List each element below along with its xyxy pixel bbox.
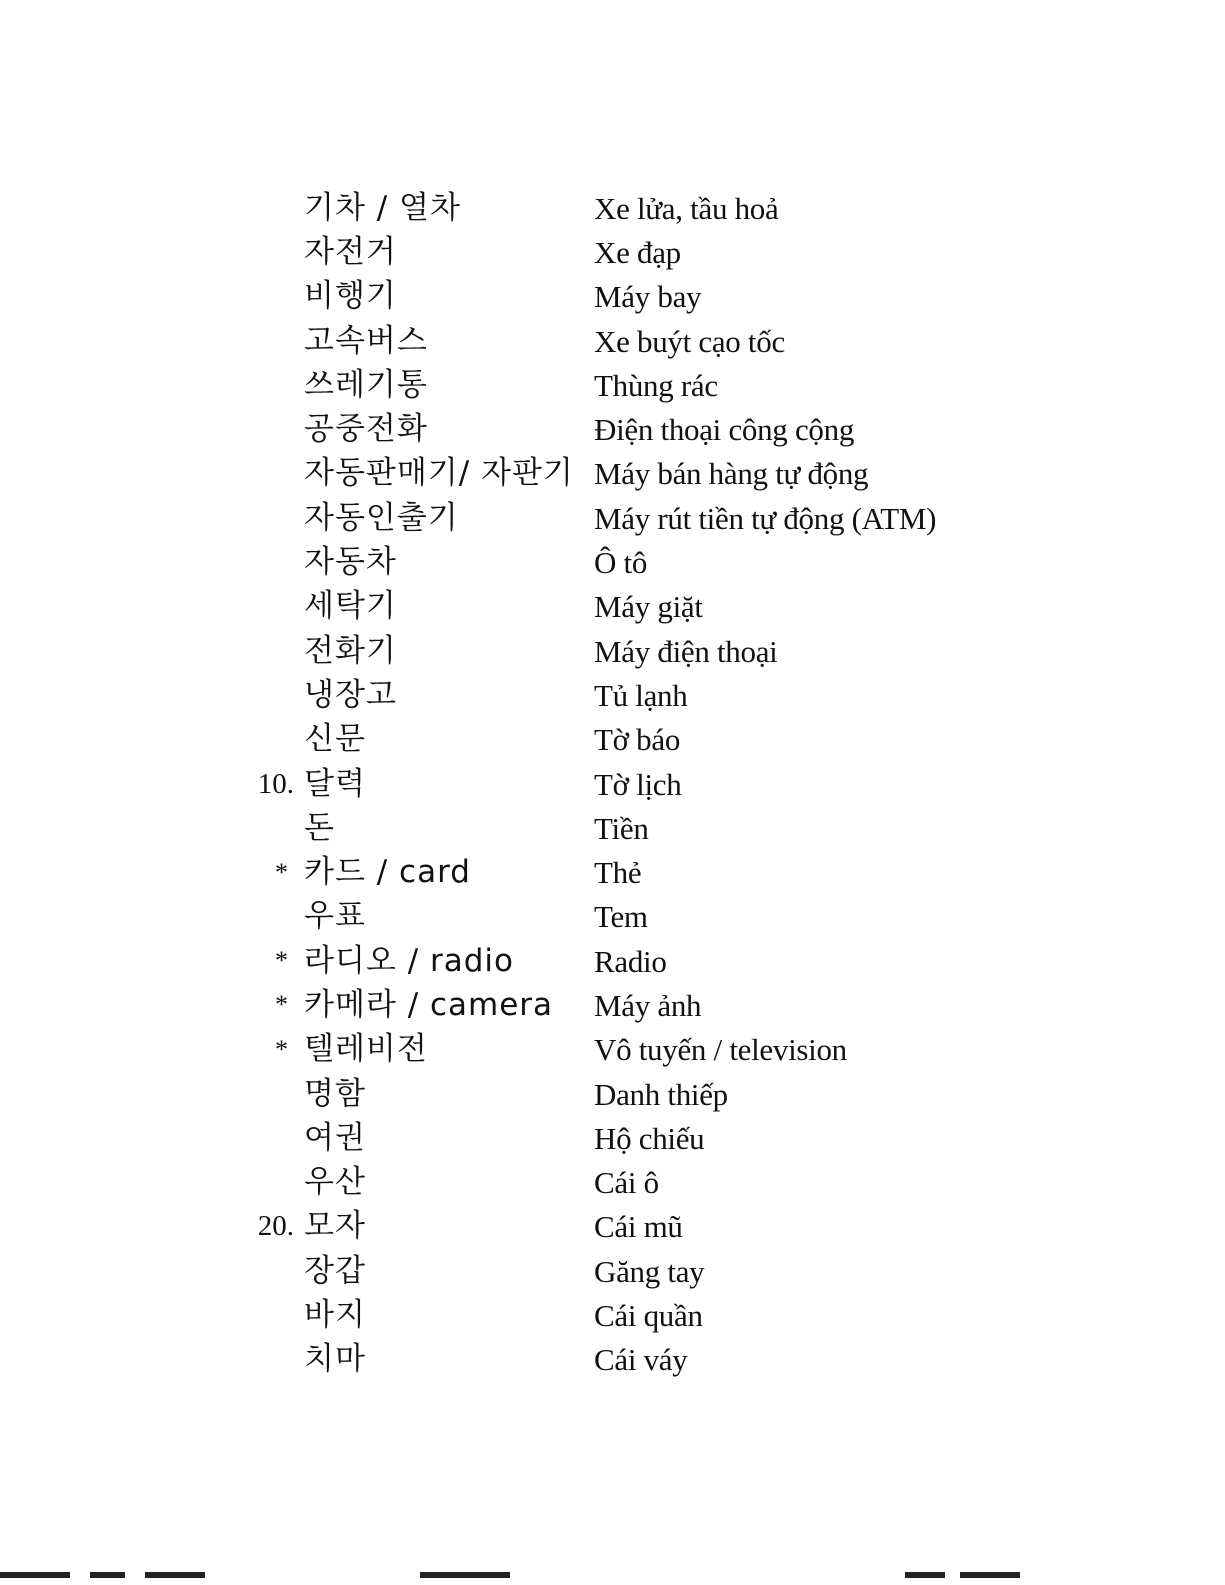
korean-term: 전화기 bbox=[304, 632, 397, 669]
vietnamese-translation: Cái ô bbox=[594, 1165, 659, 1201]
list-item bbox=[240, 452, 1000, 496]
row-marker: * bbox=[275, 990, 288, 1020]
vietnamese-translation: Máy bán hàng tự động bbox=[594, 456, 869, 492]
list-item bbox=[240, 1028, 1000, 1072]
row-marker: * bbox=[275, 946, 288, 976]
list-item bbox=[240, 275, 1000, 319]
list-item bbox=[240, 319, 1000, 363]
vietnamese-translation: Máy điện thoại bbox=[594, 633, 778, 669]
korean-term: 카메라 / camera bbox=[304, 986, 554, 1023]
korean-term: 냉장고 bbox=[304, 676, 397, 713]
list-item bbox=[240, 540, 1000, 584]
vietnamese-translation: Găng tay bbox=[594, 1253, 705, 1289]
row-marker: * bbox=[275, 857, 288, 887]
list-item bbox=[240, 983, 1000, 1027]
list-item bbox=[240, 1205, 1000, 1249]
vietnamese-translation: Hộ chiếu bbox=[594, 1120, 705, 1156]
korean-term: 기차 / 열차 bbox=[304, 189, 461, 226]
list-item bbox=[240, 1161, 1000, 1205]
korean-term: 자전거 bbox=[304, 233, 397, 270]
list-item bbox=[240, 1293, 1000, 1337]
list-item bbox=[240, 363, 1000, 407]
list-item bbox=[240, 496, 1000, 540]
korean-term: 카드 / card bbox=[304, 854, 471, 891]
korean-term: 라디오 / radio bbox=[304, 942, 514, 979]
list-item bbox=[240, 1338, 1000, 1382]
vietnamese-translation: Xe buýt cạo tốc bbox=[594, 323, 785, 359]
korean-term: 쓰레기통 bbox=[304, 366, 428, 403]
list-item bbox=[240, 186, 1000, 230]
row-marker: 20. bbox=[257, 1210, 294, 1243]
korean-term: 우산 bbox=[304, 1164, 366, 1201]
list-item bbox=[240, 585, 1000, 629]
korean-term: 우표 bbox=[304, 898, 366, 935]
vietnamese-translation: Xe lửa, tầu hoả bbox=[594, 190, 779, 226]
list-item bbox=[240, 1116, 1000, 1160]
list-item bbox=[240, 629, 1000, 673]
vietnamese-translation: Máy ảnh bbox=[594, 987, 702, 1023]
korean-term: 치마 bbox=[304, 1341, 366, 1378]
list-item bbox=[240, 673, 1000, 717]
vietnamese-translation: Cái quần bbox=[594, 1298, 703, 1334]
vocabulary-list bbox=[240, 186, 1000, 1382]
vietnamese-translation: Cái váy bbox=[594, 1342, 688, 1378]
vietnamese-translation: Vô tuyến / television bbox=[594, 1032, 847, 1068]
vietnamese-translation: Máy bay bbox=[594, 279, 702, 315]
korean-term: 자동차 bbox=[304, 544, 397, 581]
list-item bbox=[240, 850, 1000, 894]
list-item bbox=[240, 806, 1000, 850]
korean-term: 자동인출기 bbox=[304, 499, 459, 536]
vietnamese-translation: Tủ lạnh bbox=[594, 677, 688, 713]
korean-term: 달력 bbox=[304, 765, 366, 802]
korean-term: 여권 bbox=[304, 1119, 366, 1156]
list-item bbox=[240, 718, 1000, 762]
korean-term: 고속버스 bbox=[304, 322, 428, 359]
row-marker: * bbox=[275, 1034, 288, 1064]
list-item bbox=[240, 230, 1000, 274]
korean-term: 바지 bbox=[304, 1297, 366, 1334]
list-item bbox=[240, 762, 1000, 806]
vietnamese-translation: Tờ báo bbox=[594, 722, 681, 758]
vietnamese-translation: Tờ lịch bbox=[594, 766, 682, 802]
vietnamese-translation: Cái mũ bbox=[594, 1209, 683, 1245]
vietnamese-translation: Danh thiếp bbox=[594, 1076, 728, 1112]
vietnamese-translation: Thùng rác bbox=[594, 367, 718, 403]
korean-term: 비행기 bbox=[304, 278, 397, 315]
row-marker: 10. bbox=[257, 767, 294, 800]
vietnamese-translation: Tiền bbox=[594, 810, 649, 846]
list-item bbox=[240, 407, 1000, 451]
list-item bbox=[240, 939, 1000, 983]
vietnamese-translation: Xe đạp bbox=[594, 234, 681, 270]
page-bottom-edge bbox=[0, 1572, 1225, 1585]
korean-term: 모자 bbox=[304, 1208, 366, 1245]
list-item bbox=[240, 1249, 1000, 1293]
korean-term: 신문 bbox=[304, 721, 366, 758]
vietnamese-translation: Tem bbox=[594, 899, 648, 935]
korean-term: 장갑 bbox=[304, 1252, 366, 1289]
list-item bbox=[240, 895, 1000, 939]
vietnamese-translation: Radio bbox=[594, 943, 667, 979]
korean-term: 자동판매기/ 자판기 bbox=[304, 455, 574, 492]
korean-term: 돈 bbox=[304, 809, 335, 846]
vietnamese-translation: Máy giặt bbox=[594, 589, 703, 625]
vietnamese-translation: Ô tô bbox=[594, 545, 648, 581]
vietnamese-translation: Điện thoại công cộng bbox=[594, 412, 855, 448]
vietnamese-translation: Máy rút tiền tự động (ATM) bbox=[594, 500, 937, 536]
korean-term: 텔레비전 bbox=[304, 1031, 428, 1068]
korean-term: 공중전화 bbox=[304, 411, 428, 448]
korean-term: 세탁기 bbox=[304, 588, 397, 625]
korean-term: 명함 bbox=[304, 1075, 366, 1112]
list-item bbox=[240, 1072, 1000, 1116]
vietnamese-translation: Thẻ bbox=[594, 855, 642, 891]
